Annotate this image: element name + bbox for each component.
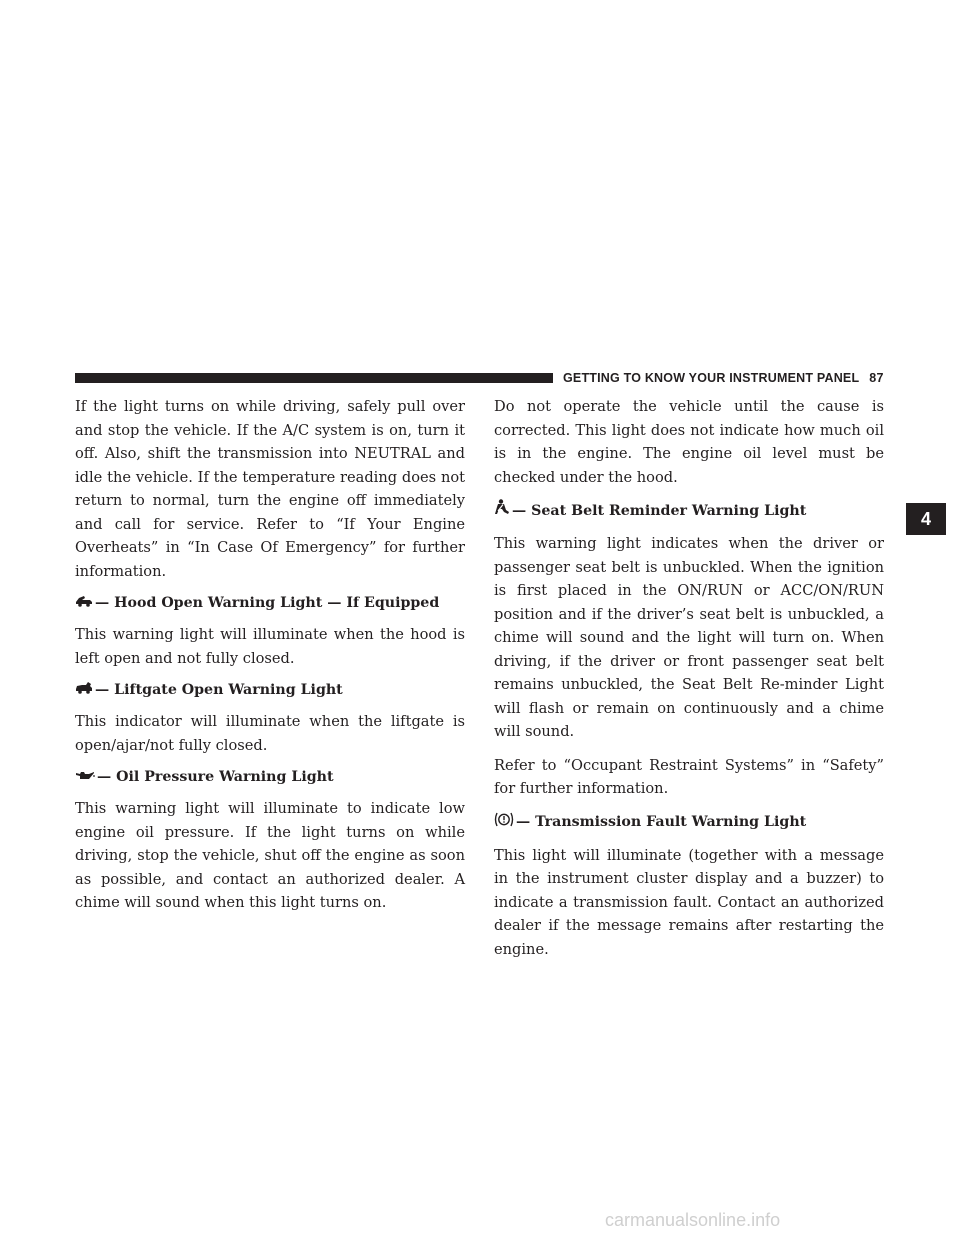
left-column [75,395,465,925]
section-title: GETTING TO KNOW YOUR INSTRUMENT PANEL [563,371,860,385]
seatbelt-body: This warning light indicates when the driver or passenger seat belt is unbuckled. When the ignition is first placed in the ON/RUN or ACC/ON/RUN position and if the driver’s seat belt is unbuckled, a chime will sound and the light will turn on. When driving, if the driver or front passenger seat belt remains unbuckled, the Seat Belt Re-minder Light will flash or remain on continuously and a chime will sound. [494,535,884,740]
transmission-body: This light will illuminate (together with a message in the instrument cluster display and a buzzer) to indicate a transmission fault. Contact an authorized dealer if the message remains after restarting the engine. [494,846,884,958]
intro-paragraph: If the light turns on while driving, safely pull over and stop the vehicle. If the A/C system is on, turn it off. Also, shift the transmission into NEUTRAL and idle the vehicle. If the temperature reading does not return to normal, turn the engine off immediately and call for service. Refer to “If Your Engine Overheats” in “In Case Of Emergency” for further information. [75,398,465,580]
oil-heading: — Oil Pressure Warning Light [75,767,465,788]
transmission-fault-icon [494,811,514,835]
chapter-tab: 4 [906,503,946,535]
seatbelt-refer: Refer to “Occupant Restraint Systems” in “Safety” for further information. [494,756,884,797]
page-number: 87 [869,371,884,385]
liftgate-heading: — Liftgate Open Warning Light [75,680,465,701]
oil-continued-paragraph: Do not operate the vehicle until the cause is corrected. This light does not indicate how much oil is in the engine. The engine oil level must be checked under the hood. [494,398,884,486]
right-column [494,395,884,971]
watermark: carmanualsonline.info [605,1210,781,1230]
seatbelt-heading: — Seat Belt Reminder Warning Light [494,499,884,523]
liftgate-open-icon [75,680,93,701]
seat-belt-icon [494,499,510,523]
hood-open-icon [75,593,93,614]
hood-body: This warning light will illuminate when the hood is left open and not fully closed. [75,626,465,667]
liftgate-body: This indicator will illuminate when the liftgate is open/ajar/not fully closed. [75,713,465,754]
header-rule [75,373,553,383]
oil-can-icon [75,767,95,788]
transmission-heading: — Transmission Fault Warning Light [494,811,884,835]
hood-heading: — Hood Open Warning Light — If Equipped [75,593,465,614]
oil-body: This warning light will illuminate to indicate low engine oil pressure. If the light turns on while driving, stop the vehicle, shut off the engine as soon as possible, and contact an authorized dealer. A chime will sound when this light turns on. [75,800,465,911]
running-header [563,371,884,385]
